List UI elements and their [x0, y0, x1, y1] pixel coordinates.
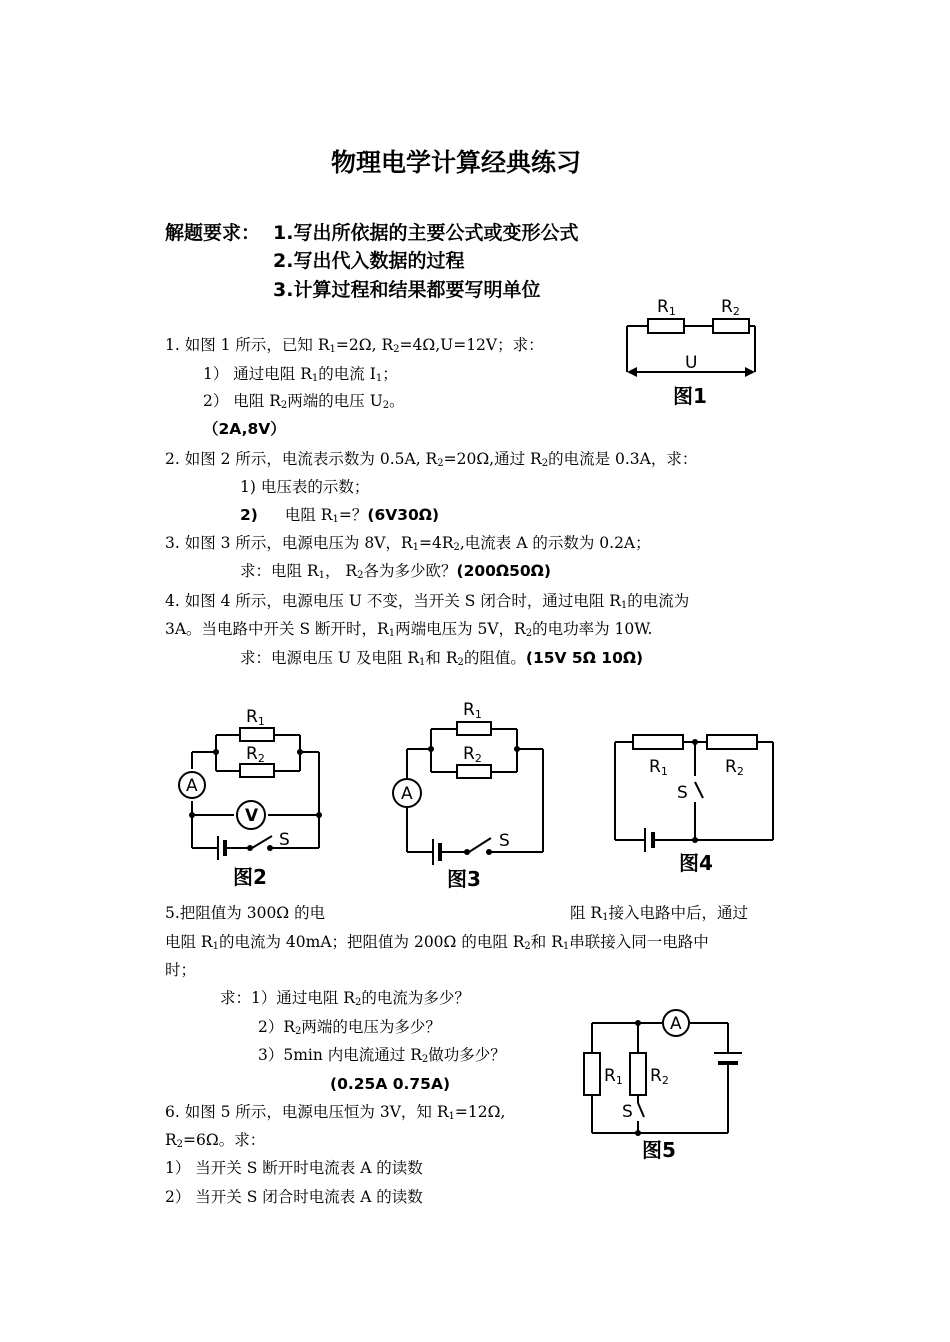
question-5-sub-1: 求：1）通过电阻 $R_2$的电流为多少？: [220, 989, 470, 1008]
question-6-line-1: 6. 如图 5 所示，电源电压恒为 3V，知 $R_1=12\Omega$,: [165, 1103, 506, 1122]
question-4-line-2: 3A。当电路中开关 S 断开时，$R_1$两端电压为 5V，$R_2$的电功率为 10W.: [165, 620, 653, 639]
question-5-line-1a: 5.把阻值为 300Ω 的电: [165, 904, 326, 922]
question-6-line-2: $R_2=6\Omega$。求：: [165, 1131, 266, 1150]
figure-3-switch-label: S: [499, 831, 510, 851]
figure-2-r1-label: R1: [246, 707, 265, 728]
figure-4-r2-label: R2: [725, 757, 744, 778]
figure-5-ammeter-label: A: [670, 1014, 682, 1034]
figure-5-r1-label: R1: [604, 1066, 623, 1087]
question-5-sub-2: $2)R_2$两端的电压为多少？: [258, 1018, 441, 1037]
question-5-line-1b: 阻 $R_1$接入电路中后，通过: [570, 904, 748, 923]
figure-3-ammeter-label: A: [401, 784, 413, 804]
figure-1-r2-label: R2: [721, 297, 740, 318]
figure-2-ammeter-label: A: [186, 776, 198, 796]
question-4-line-1: 4. 如图 4 所示，电源电压 U 不变，当开关 S 闭合时，通过电阻 $R_1$的电流为: [165, 592, 690, 611]
requirement-item-1: 1.写出所依据的主要公式或变形公式: [273, 222, 579, 244]
figure-2-r2-label: R2: [246, 744, 265, 765]
question-6-sub-1: 1） 当开关 S 断开时电流表 A 的读数: [165, 1159, 423, 1177]
figure-2-circuit: [178, 698, 328, 898]
question-5-line-2: 电阻 $R_1$的电流为 40mA；把阻值为 200Ω 的电阻 $R_2$和 $R_1$串联接入同一电路中: [165, 933, 709, 952]
figure-3-caption: 图3: [447, 867, 481, 891]
requirements-label: 解题要求：: [165, 222, 261, 244]
figure-1-r1-label: R1: [657, 297, 676, 318]
question-6-sub-2: 2） 当开关 S 闭合时电流表 A 的读数: [165, 1188, 423, 1206]
question-5-sub-3: 3）5min 内电流通过 $R_2$做功多少？: [258, 1046, 506, 1065]
figure-5-r2-label: R2: [650, 1066, 669, 1087]
question-4-line-3: 求：电源电压 U 及电阻 $R_1$和 $R_2$的阻值。(15V 5Ω 10Ω): [240, 649, 644, 668]
figure-4-caption: 图4: [679, 851, 713, 875]
requirement-item-3: 3.计算过程和结果都要写明单位: [273, 279, 541, 301]
figure-2-voltmeter-label: V: [245, 806, 259, 826]
question-5-line-3: 时；: [165, 961, 197, 979]
requirement-item-2: 2.写出代入数据的过程: [273, 250, 465, 272]
figure-4-circuit: [605, 722, 785, 882]
question-2-sub-2: 2) 电阻 $R_1=$？(6V30Ω): [240, 506, 440, 525]
figure-1-circuit: [615, 290, 765, 410]
figure-1-u-label: U: [685, 353, 698, 373]
figure-4-switch-label: S: [677, 783, 688, 803]
question-3-sub-1: 求：电阻 $R_1$， $R_2$各为多少欧？(200Ω50Ω): [240, 562, 551, 581]
question-5-answer: (0.25A 0.75A): [330, 1075, 451, 1093]
figure-3-circuit: [387, 692, 547, 892]
question-2-sub-1: 1) 电压表的示数；: [240, 478, 370, 496]
figure-3-r1-label: R1: [463, 700, 482, 721]
figure-5-switch-label: S: [622, 1102, 633, 1122]
question-1-sub-1: 1） 通过电阻 $R_1$的电流 $I_1$；: [203, 365, 398, 384]
figure-4-r1-label: R1: [649, 757, 668, 778]
question-1-line: 1. 如图 1 所示，已知 $R_1=2\Omega$, $R_2=4\Omega,U=12V$；求：: [165, 336, 544, 355]
figure-1-caption: 图1: [673, 384, 707, 408]
question-1-sub-2: 2） 电阻 $R_2$两端的电压 $U_2$。: [203, 392, 405, 411]
figure-3-r2-label: R2: [463, 744, 482, 765]
figure-2-caption: 图2: [233, 865, 267, 889]
question-2-line: 2. 如图 2 所示，电流表示数为 0.5A, $R_2=20\Omega$,通过 $R_2$的电流是 0.3A，求：: [165, 450, 698, 469]
question-3-line: 3. 如图 3 所示，电源电压为 8V，$R_1=4R_2$,电流表 A 的示数为 0.2A；: [165, 534, 651, 553]
figure-5-caption: 图5: [642, 1138, 676, 1162]
figure-2-switch-label: S: [279, 830, 290, 850]
page-title: 物理电学计算经典练习: [331, 148, 582, 177]
question-1-answer: （2A,8V）: [203, 420, 286, 438]
figure-5-circuit: [580, 1005, 750, 1170]
